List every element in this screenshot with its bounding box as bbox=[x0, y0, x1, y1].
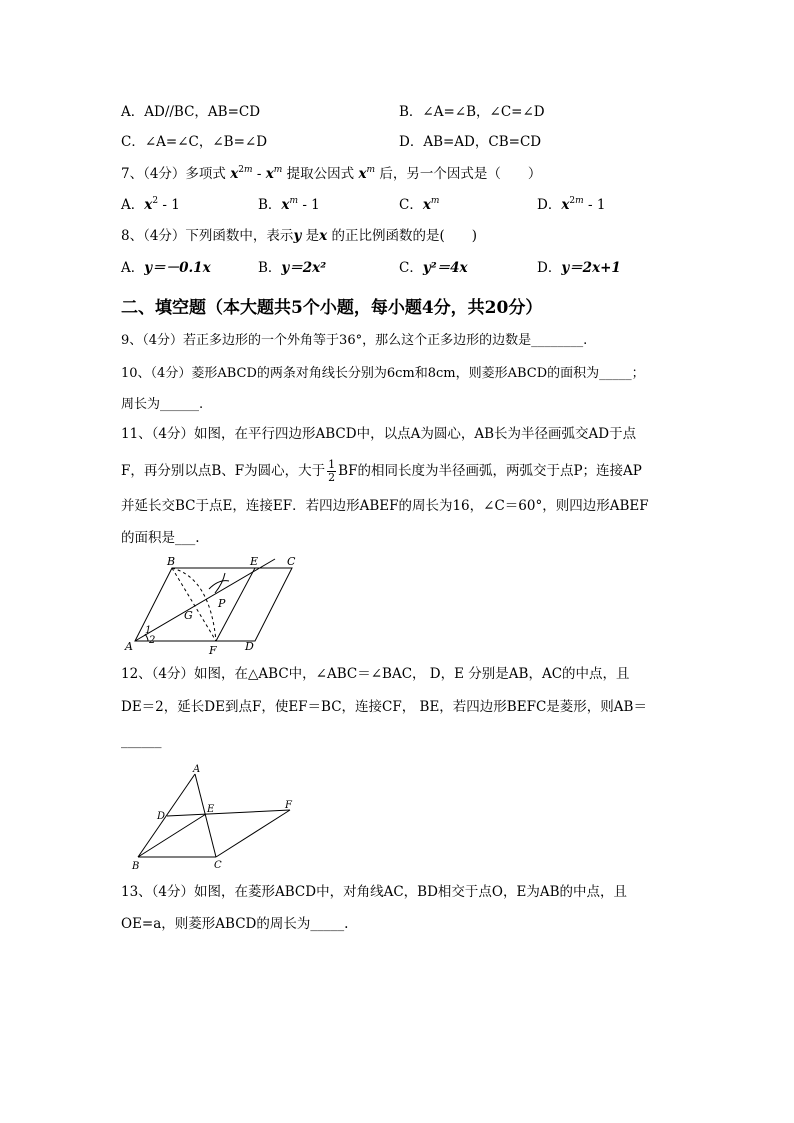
q6-option-b: B．∠A=∠B，∠C=∠D bbox=[399, 104, 545, 120]
triangle-rhombus-figure bbox=[125, 762, 305, 877]
q7-option-a: A．$x^2 - 1$ bbox=[121, 196, 180, 213]
label-b: B bbox=[132, 861, 140, 872]
q8-option-b: B．y＝2x² bbox=[258, 260, 327, 276]
q7-option-b: B．$x^m - 1$ bbox=[258, 196, 320, 213]
q6-option-c: C．∠A=∠C，∠B=∠D bbox=[121, 134, 268, 150]
label-d: D bbox=[245, 640, 254, 653]
segment-be bbox=[138, 814, 206, 857]
label-d: D bbox=[157, 811, 166, 822]
segment-cf bbox=[216, 810, 290, 857]
q8-option-c: C．y²＝4x bbox=[399, 260, 468, 276]
label-angle1: 1 bbox=[145, 625, 152, 636]
q11-line1: 11、（4分）如图，在平行四边形ABCD中，以点A为圆心，AB长为半径画弧交AD于点 bbox=[121, 426, 637, 442]
q10-line1: 10、（4分）菱形ABCD的两条对角线长分别为6cm和8cm，则菱形ABCD的面积为_____； bbox=[121, 366, 645, 381]
q13-line2: OE=a，则菱形ABCD的周长为_____. bbox=[121, 916, 349, 932]
q12-line3: ______ bbox=[121, 733, 162, 749]
q6-option-d: D．AB=AD，CB=CD bbox=[399, 134, 542, 150]
parallelogram-figure bbox=[115, 553, 315, 658]
q8-option-d: D．y＝2x+1 bbox=[537, 260, 621, 276]
segment-df bbox=[167, 810, 290, 816]
label-angle2: 2 bbox=[149, 635, 156, 646]
q7-option-c: C．$x^m$ bbox=[399, 196, 440, 213]
label-p: P bbox=[218, 597, 226, 610]
q10-line2: 周长为______. bbox=[121, 397, 204, 412]
q11-line2: F，再分别以点B、F为圆心，大于 $\frac{1}{2}$ BF的相同长度为半径画弧，两弧交于点P；连接AP bbox=[121, 458, 642, 484]
label-f: F bbox=[285, 800, 292, 811]
label-b: B bbox=[167, 555, 176, 568]
q11-line4: 的面积是___. bbox=[121, 530, 200, 546]
label-g: G bbox=[184, 609, 193, 622]
label-f: F bbox=[209, 644, 217, 657]
label-a: A bbox=[193, 764, 201, 775]
q8-stem: 8、（4分）下列函数中，表示y 是x 的正比例函数的是( ) bbox=[121, 228, 477, 244]
label-c: C bbox=[214, 860, 222, 871]
q12-line1: 12、（4分）如图，在△ABC中，∠ABC＝∠BAC， D，E 分别是AB，AC的中点，且 bbox=[121, 666, 630, 682]
side-ac bbox=[195, 774, 216, 857]
q7-option-d: D．$x^{2m} - 1$ bbox=[537, 196, 606, 213]
q6-option-a: A．AD//BC，AB=CD bbox=[121, 104, 261, 120]
q11-line3: 并延长交BC于点E，连接EF．若四边形ABEF的周长为16，∠C＝60°，则四边形ABEF bbox=[121, 498, 649, 514]
label-e: E bbox=[250, 555, 259, 568]
q7-stem: 7、（4分）多项式 $x^{2m} - x^m$ 提取公因式 $x^m$ 后，另一个因式是（ ） bbox=[121, 165, 542, 182]
q12-line2: DE＝2，延长DE到点F，使EF＝BC，连接CF， BE，若四边形BEFC是菱形，则AB＝ bbox=[121, 699, 647, 715]
label-c: C bbox=[287, 555, 296, 568]
section-title: 二、填空题（本大题共5个小题，每小题4分，共20分） bbox=[121, 298, 543, 318]
segment-bf-dashed bbox=[172, 568, 216, 641]
q8-option-a: A．y＝－0.1x bbox=[121, 260, 211, 276]
q13-line1: 13、（4分）如图，在菱形ABCD中，对角线AC，BD相交于点O，E为AB的中点，且 bbox=[121, 884, 628, 900]
q9-text: 9、（4分）若正多边形的一个外角等于36°，那么这个正多边形的边数是________. bbox=[121, 333, 588, 348]
label-a: A bbox=[125, 640, 133, 653]
parallelogram-abcd bbox=[135, 568, 292, 641]
label-e: E bbox=[207, 804, 215, 815]
fraction-half: $\frac{1}{2}$ bbox=[328, 458, 336, 484]
